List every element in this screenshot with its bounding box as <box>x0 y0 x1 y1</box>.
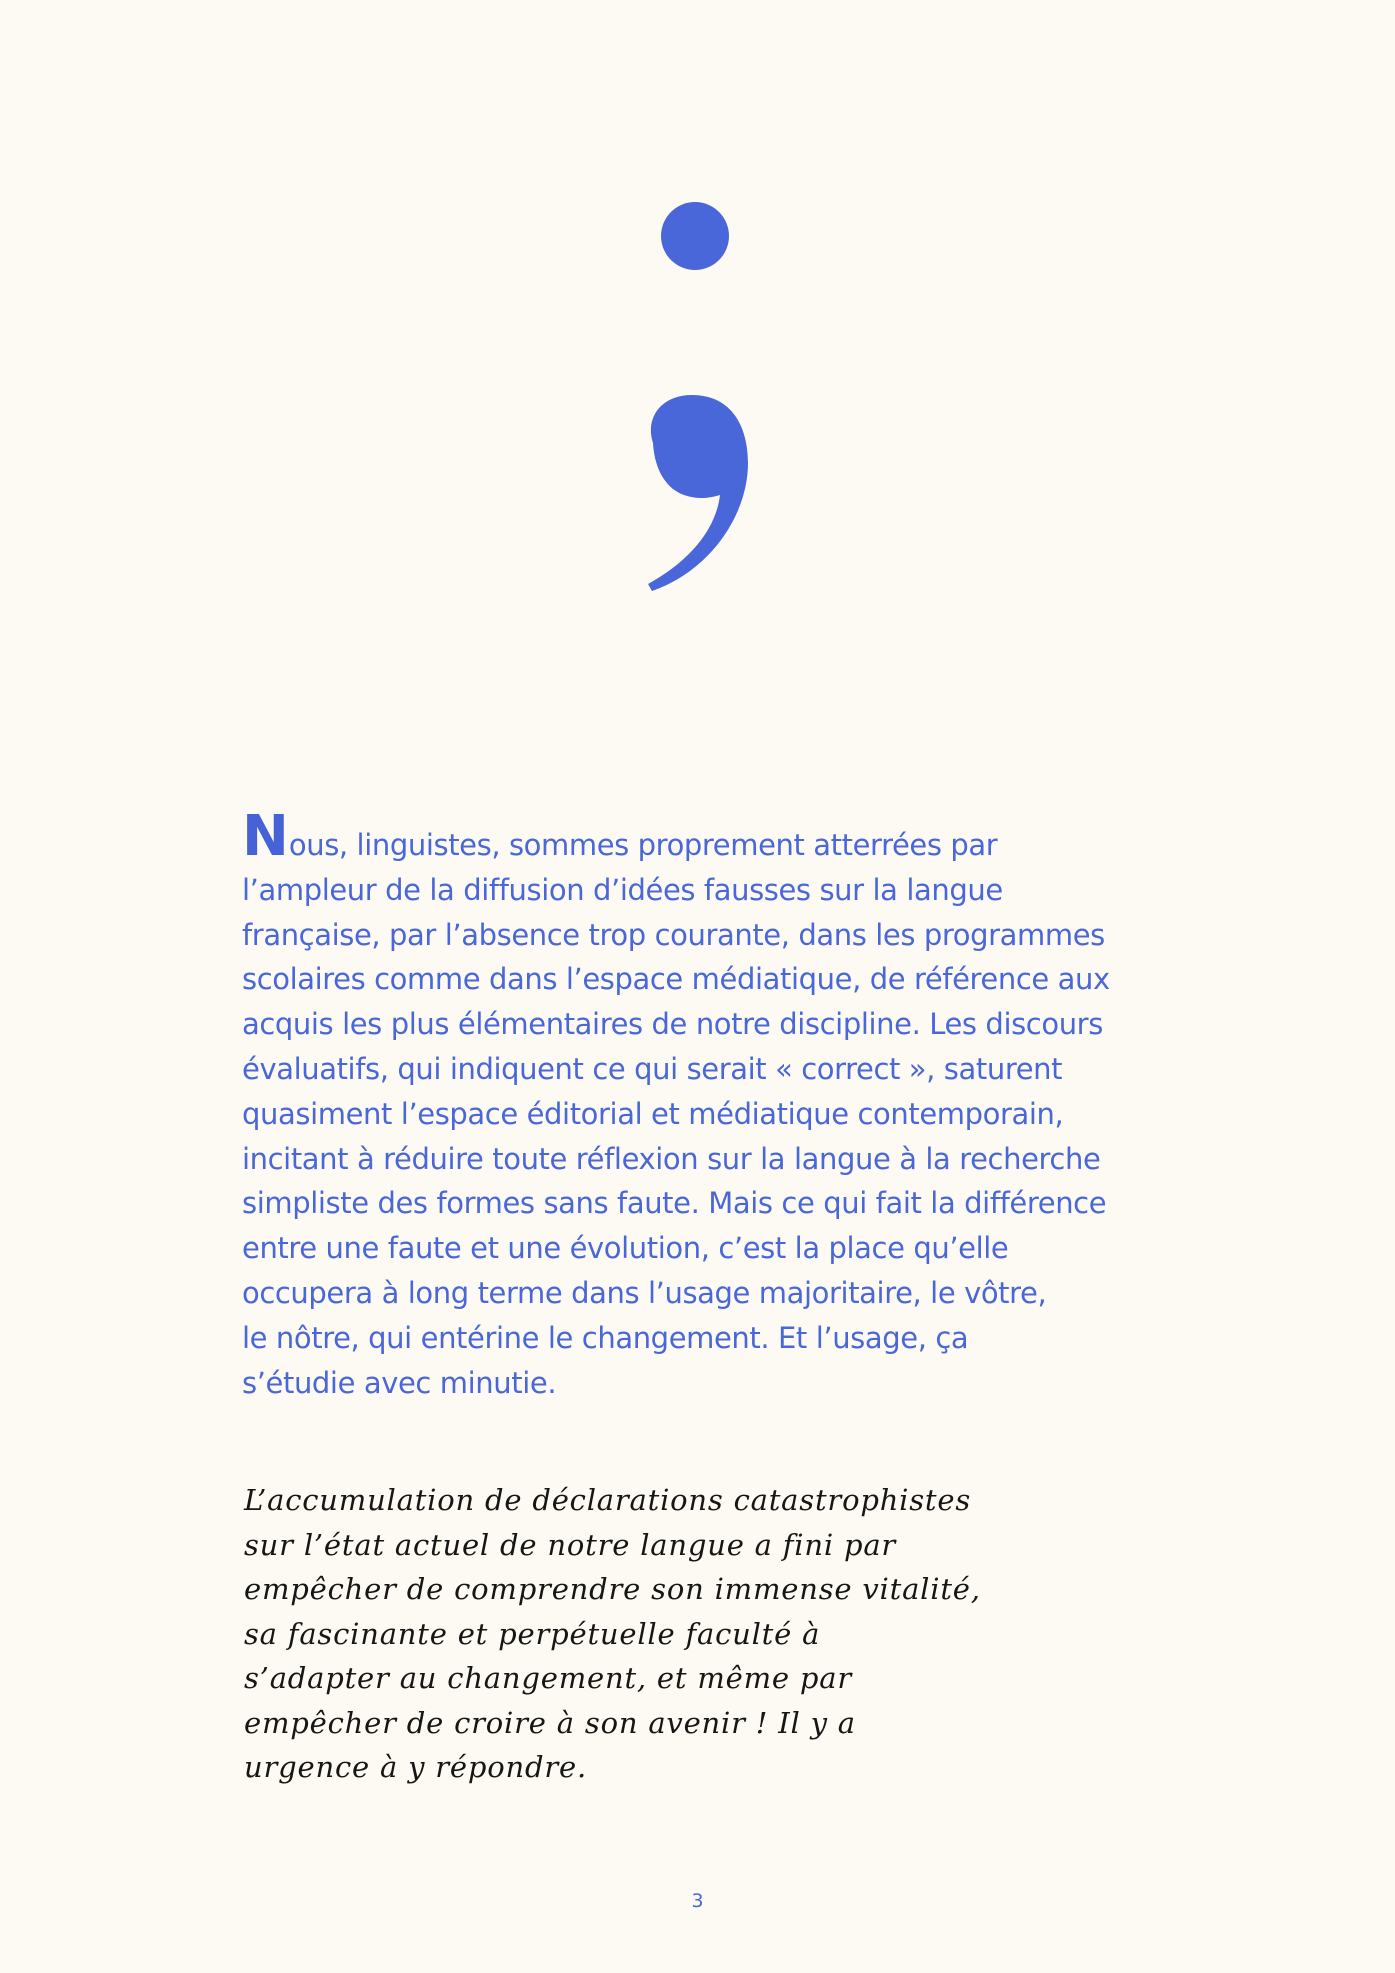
page-number: 3 <box>691 1890 704 1912</box>
intro-line <box>242 804 1142 869</box>
intro-line: l’ampleur de la diffusion d’idées fausses sur la langue <box>242 872 1003 907</box>
handwritten-line: s’adapter au changement, et même par <box>244 1661 853 1695</box>
semicolon-graphic <box>640 195 760 605</box>
intro-line: entre une faute et une évolution, c’est la place qu’elle <box>242 1231 1009 1266</box>
intro-line: simpliste des formes sans faute. Mais ce qui fait la différence <box>242 1186 1107 1221</box>
intro-line-text: ous, linguistes, sommes proprement atterrées par <box>288 828 998 862</box>
intro-line: le nôtre, qui entérine le changement. Et l’usage, ça <box>242 1320 969 1355</box>
handwritten-line: sa fascinante et perpétuelle faculté à <box>244 1616 821 1651</box>
handwritten-paragraph <box>244 1478 1164 1790</box>
intro-line: évaluatifs, qui indiquent ce qui serait « correct », saturent <box>242 1051 1063 1086</box>
handwritten-line: sur l’état actuel de notre langue a fini par <box>244 1527 897 1562</box>
drop-cap: N <box>242 804 289 869</box>
intro-paragraph <box>242 804 1142 1405</box>
intro-line: s’étudie avec minutie. <box>242 1365 557 1400</box>
handwritten-line: urgence à y répondre. <box>244 1750 588 1784</box>
intro-line: incitant à réduire toute réflexion sur la langue à la recherche <box>242 1141 1101 1176</box>
intro-line: acquis les plus élémentaires de notre discipline. Les discours <box>242 1007 1103 1042</box>
handwritten-line: empêcher de comprendre son immense vitalité, <box>244 1572 981 1606</box>
intro-line: quasiment l’espace éditorial et médiatique contemporain, <box>242 1096 1064 1131</box>
intro-line: scolaires comme dans l’espace médiatique, de référence aux <box>242 962 1110 997</box>
semicolon-dot <box>661 202 729 270</box>
handwritten-line: L’accumulation de déclarations catastrophistes <box>244 1483 972 1517</box>
handwritten-line: empêcher de croire à son avenir ! Il y a <box>244 1705 856 1740</box>
intro-line: occupera à long terme dans l’usage majoritaire, le vôtre, <box>242 1275 1047 1310</box>
intro-line: française, par l’absence trop courante, dans les programmes <box>242 917 1105 952</box>
semicolon-comma <box>648 395 748 591</box>
